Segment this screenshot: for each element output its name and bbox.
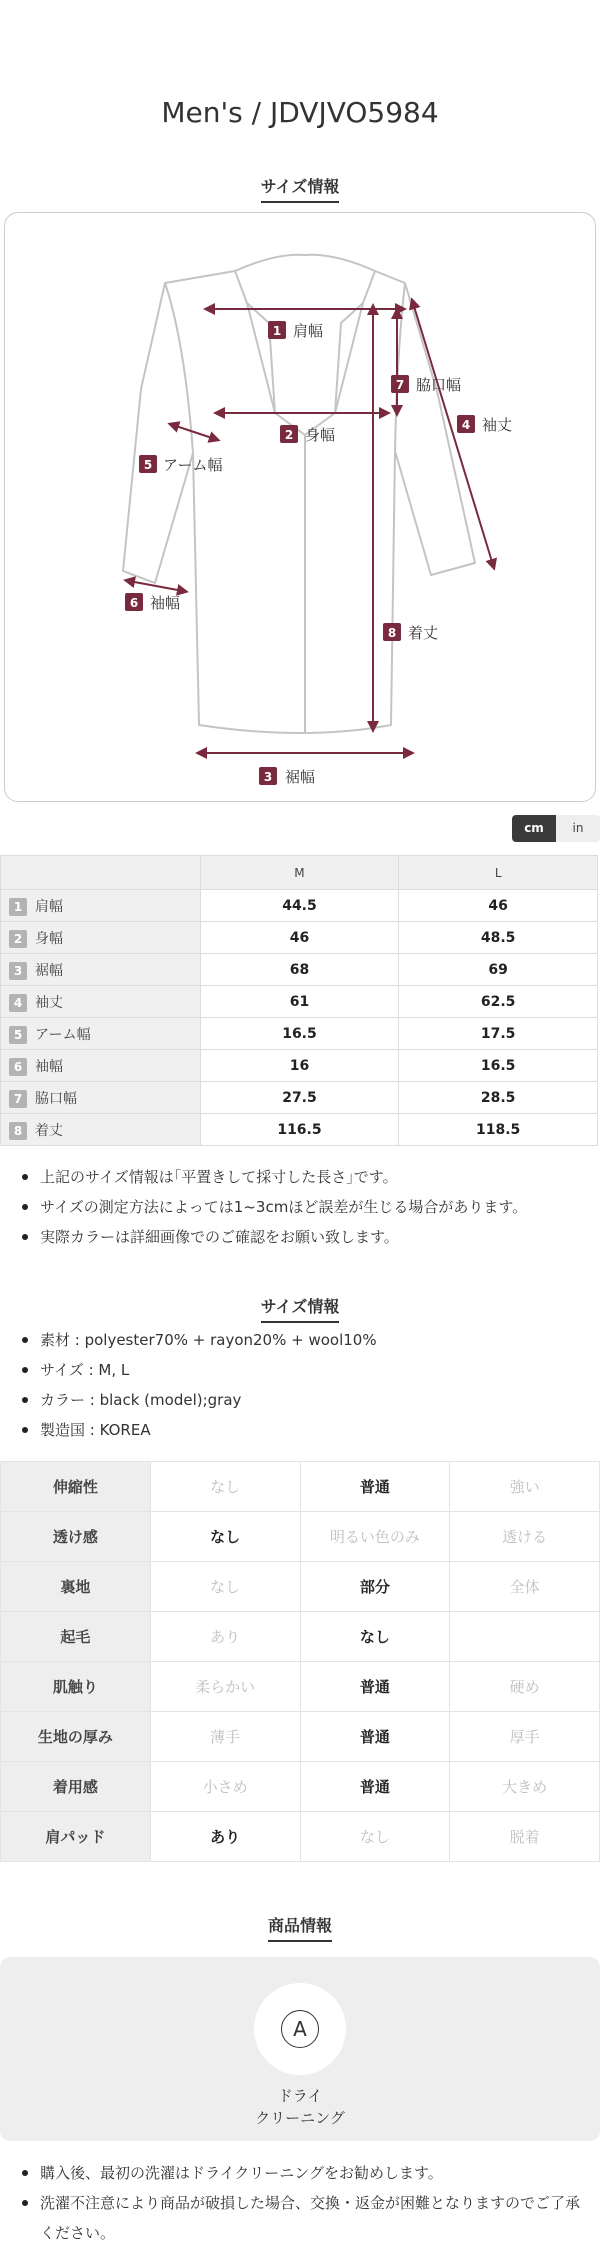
row-label: 袖丈 bbox=[35, 994, 63, 1011]
feel-option: 脱着 bbox=[450, 1812, 600, 1862]
table-row bbox=[1, 954, 598, 986]
cell-value: 28.5 bbox=[399, 1082, 598, 1114]
row-number-badge: 2 bbox=[9, 930, 27, 948]
row-label: 肩幅 bbox=[35, 898, 63, 915]
cell-value: 16.5 bbox=[200, 1018, 399, 1050]
feel-option-selected: 普通 bbox=[300, 1662, 450, 1712]
table-row bbox=[1, 1018, 598, 1050]
table-row bbox=[1, 922, 598, 954]
product-info-heading: 商品情報 bbox=[0, 1913, 600, 1942]
row-number-badge: 3 bbox=[9, 962, 27, 980]
row-number-badge: 1 bbox=[9, 898, 27, 916]
svg-text:6: 6 bbox=[129, 596, 139, 610]
row-number-badge: 8 bbox=[9, 1122, 27, 1140]
coat-diagram-svg bbox=[5, 213, 597, 803]
list-item: 素材 : polyester70% + rayon20% + wool10% bbox=[22, 1325, 582, 1355]
feel-option bbox=[450, 1612, 600, 1662]
svg-text:着丈: 着丈 bbox=[408, 624, 439, 642]
svg-text:1: 1 bbox=[272, 324, 282, 338]
cell-value: 62.5 bbox=[399, 986, 598, 1018]
feel-label: 起毛 bbox=[1, 1612, 151, 1662]
svg-text:袖幅: 袖幅 bbox=[150, 594, 181, 612]
feel-option: 薄手 bbox=[150, 1712, 300, 1762]
care-symbol-circle bbox=[254, 1983, 346, 2075]
feel-option: 小さめ bbox=[150, 1762, 300, 1812]
svg-text:5: 5 bbox=[143, 458, 153, 472]
list-item: カラー : black (model);gray bbox=[22, 1385, 582, 1415]
sleeve-length-arrow bbox=[413, 303, 493, 565]
label-armhole bbox=[139, 455, 223, 474]
row-label: 身幅 bbox=[35, 930, 63, 947]
table-row bbox=[1, 1812, 600, 1862]
table-row bbox=[1, 1462, 600, 1512]
cell-value: 61 bbox=[200, 986, 399, 1018]
size-info-heading: サイズ情報 bbox=[0, 174, 600, 203]
row-label: 着丈 bbox=[35, 1122, 63, 1139]
feel-option: 柔らかい bbox=[150, 1662, 300, 1712]
cell-value: 27.5 bbox=[200, 1082, 399, 1114]
table-row bbox=[1, 986, 598, 1018]
row-label: アーム幅 bbox=[35, 1026, 91, 1043]
feel-option: 明るい色のみ bbox=[300, 1512, 450, 1562]
svg-text:7: 7 bbox=[395, 378, 405, 392]
fabric-feel-table bbox=[0, 1461, 600, 1862]
product-notes bbox=[22, 2158, 582, 2248]
size-table-header bbox=[1, 856, 598, 890]
list-item: サイズの測定方法によっては1~3cmほど誤差が生じる場合があります。 bbox=[22, 1192, 582, 1222]
feel-option: なし bbox=[300, 1812, 450, 1862]
feel-label: 裏地 bbox=[1, 1562, 151, 1612]
cell-value: 44.5 bbox=[200, 890, 399, 922]
feel-option-selected: 普通 bbox=[300, 1462, 450, 1512]
feel-label: 肩パッド bbox=[1, 1812, 151, 1862]
feel-option-selected: あり bbox=[150, 1812, 300, 1862]
cell-value: 48.5 bbox=[399, 922, 598, 954]
row-label: 脇口幅 bbox=[35, 1090, 77, 1107]
cell-value: 16.5 bbox=[399, 1050, 598, 1082]
unit-cm-button[interactable]: cm bbox=[512, 815, 556, 842]
svg-text:2: 2 bbox=[284, 428, 294, 442]
feel-option: 厚手 bbox=[450, 1712, 600, 1762]
cell-value: 17.5 bbox=[399, 1018, 598, 1050]
table-row bbox=[1, 1662, 600, 1712]
table-row bbox=[1, 1082, 598, 1114]
dry-clean-icon: A bbox=[281, 2010, 319, 2048]
cell-value: 118.5 bbox=[399, 1114, 598, 1146]
svg-text:4: 4 bbox=[461, 418, 471, 432]
label-cuff bbox=[125, 593, 180, 612]
list-item: 実際カラーは詳細画像でのご確認をお願い致します。 bbox=[22, 1222, 582, 1252]
svg-text:3: 3 bbox=[263, 770, 273, 784]
feel-option: 強い bbox=[450, 1462, 600, 1512]
table-row bbox=[1, 1762, 600, 1812]
size-table bbox=[0, 855, 598, 1146]
feel-label: 着用感 bbox=[1, 1762, 151, 1812]
armhole-arrow bbox=[173, 425, 215, 439]
feel-label: 肌触り bbox=[1, 1662, 151, 1712]
svg-text:肩幅: 肩幅 bbox=[293, 322, 324, 340]
feel-label: 透け感 bbox=[1, 1512, 151, 1562]
feel-option: なし bbox=[150, 1462, 300, 1512]
label-hem bbox=[259, 767, 315, 786]
row-number-badge: 6 bbox=[9, 1058, 27, 1076]
label-body bbox=[280, 425, 335, 444]
feel-option: 硬め bbox=[450, 1662, 600, 1712]
feel-option-selected: 普通 bbox=[300, 1712, 450, 1762]
cell-value: 116.5 bbox=[200, 1114, 399, 1146]
feel-option-selected: 部分 bbox=[300, 1562, 450, 1612]
feel-option-selected: なし bbox=[300, 1612, 450, 1662]
table-row bbox=[1, 1050, 598, 1082]
size-diagram bbox=[4, 212, 596, 802]
label-length bbox=[383, 623, 438, 642]
feel-option: 全体 bbox=[450, 1562, 600, 1612]
list-item: サイズ : M, L bbox=[22, 1355, 582, 1385]
feel-option-selected: なし bbox=[150, 1512, 300, 1562]
svg-text:脇口幅: 脇口幅 bbox=[416, 376, 462, 394]
feel-option: 透ける bbox=[450, 1512, 600, 1562]
label-side bbox=[391, 375, 461, 394]
label-sleeve-length bbox=[457, 415, 512, 434]
header-empty bbox=[1, 856, 201, 890]
svg-text:裾幅: 裾幅 bbox=[285, 768, 316, 786]
table-row bbox=[1, 1512, 600, 1562]
unit-toggle bbox=[512, 815, 600, 842]
row-number-badge: 7 bbox=[9, 1090, 27, 1108]
row-label: 裾幅 bbox=[35, 962, 63, 979]
care-instructions-box bbox=[0, 1957, 600, 2141]
unit-in-button[interactable]: in bbox=[556, 815, 600, 842]
svg-text:8: 8 bbox=[387, 626, 397, 640]
list-item: 上記のサイズ情報は｢平置きして採寸した長さ｣です。 bbox=[22, 1162, 582, 1192]
care-label: ドライ クリーニング bbox=[255, 2087, 345, 2127]
header-size-l: L bbox=[399, 856, 598, 890]
table-row bbox=[1, 1712, 600, 1762]
list-item: 製造国 : KOREA bbox=[22, 1415, 582, 1445]
table-row bbox=[1, 1562, 600, 1612]
row-number-badge: 4 bbox=[9, 994, 27, 1012]
cell-value: 68 bbox=[200, 954, 399, 986]
label-shoulder bbox=[268, 321, 323, 340]
table-row bbox=[1, 1612, 600, 1662]
svg-text:身幅: 身幅 bbox=[305, 426, 336, 444]
table-row bbox=[1, 1114, 598, 1146]
cell-value: 69 bbox=[399, 954, 598, 986]
cell-value: 46 bbox=[399, 890, 598, 922]
svg-text:アーム幅: アーム幅 bbox=[163, 456, 223, 474]
cell-value: 16 bbox=[200, 1050, 399, 1082]
row-label: 袖幅 bbox=[35, 1058, 63, 1075]
page-title: Men's / JDVJVO5984 bbox=[161, 96, 439, 129]
feel-label: 生地の厚み bbox=[1, 1712, 151, 1762]
size-notes bbox=[22, 1162, 582, 1252]
feel-option: なし bbox=[150, 1562, 300, 1612]
header-size-m: M bbox=[200, 856, 399, 890]
feel-label: 伸縮性 bbox=[1, 1462, 151, 1512]
row-number-badge: 5 bbox=[9, 1026, 27, 1044]
list-item: 購入後、最初の洗濯はドライクリーニングをお勧めします。 bbox=[22, 2158, 582, 2188]
feel-option-selected: 普通 bbox=[300, 1762, 450, 1812]
material-specs bbox=[22, 1325, 582, 1445]
feel-option: 大きめ bbox=[450, 1762, 600, 1812]
list-item: 洗濯不注意により商品が破損した場合、交換・返金が困難となりますのでご了承ください。 bbox=[22, 2188, 582, 2248]
cell-value: 46 bbox=[200, 922, 399, 954]
table-row bbox=[1, 890, 598, 922]
feel-option: あり bbox=[150, 1612, 300, 1662]
material-heading: サイズ情報 bbox=[0, 1294, 600, 1323]
svg-text:袖丈: 袖丈 bbox=[482, 416, 513, 434]
